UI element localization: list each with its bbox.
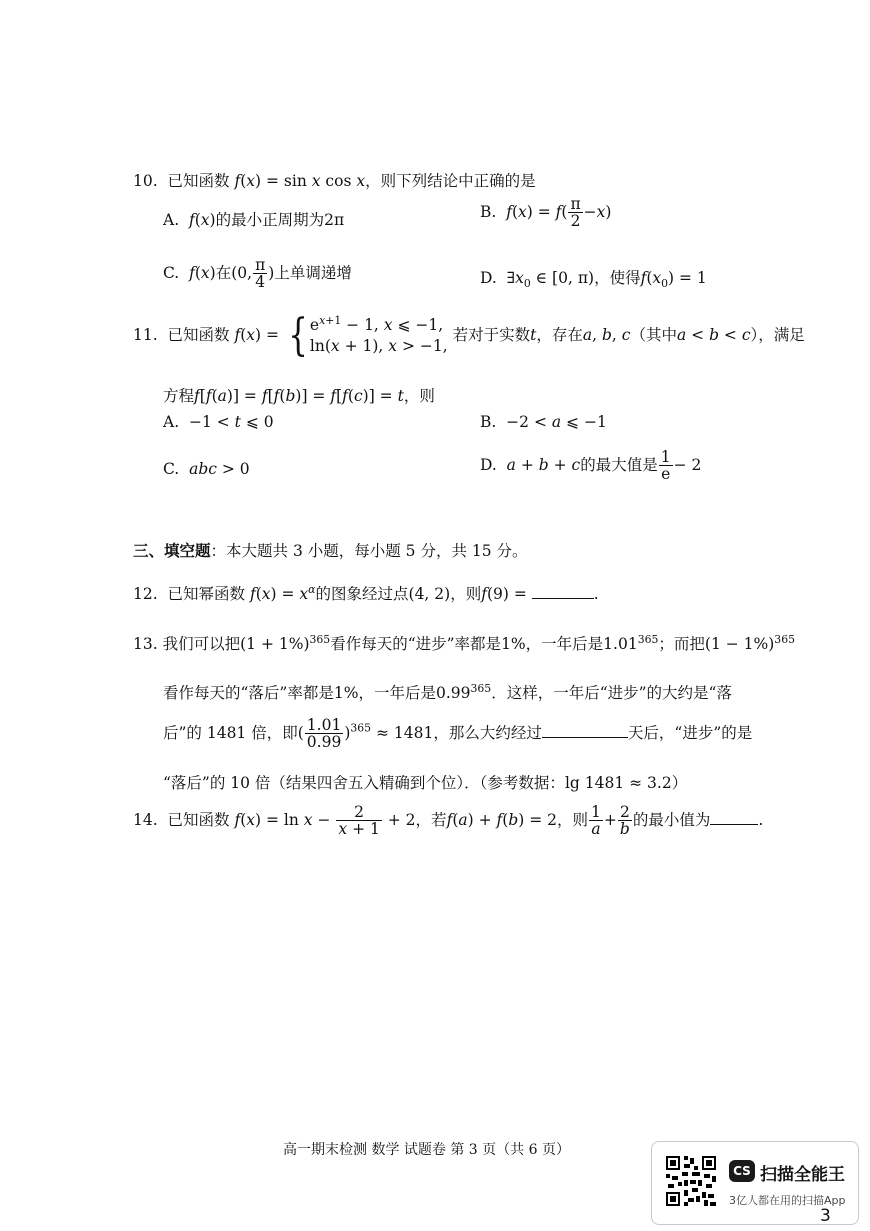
q11-option-a: A. −1 < t ⩽ 0 bbox=[163, 413, 274, 431]
fraction: $\frac{2}{x + 1}$ bbox=[338, 803, 380, 839]
page-number: 3 bbox=[820, 1206, 831, 1226]
section-heading: 三、填空题：本大题共 3 小题，每小题 5 分，共 15 分。 bbox=[133, 541, 528, 560]
camscanner-logo: CS bbox=[729, 1160, 755, 1182]
q13-line1: 13. 我们可以把$(1 + 1\%)^{365}$看作每天的“进步”率都是1%，一年后是1.01$^{365}$；而把$(1 - 1\%)^{365}$ bbox=[133, 632, 795, 653]
fraction: $\frac{2}{b}$ bbox=[619, 803, 630, 839]
q10-stem: 10. 已知函数 f(x) = sin x cos x，则下列结论中正确的是 bbox=[133, 172, 536, 190]
q11-option-b: B. −2 < a ⩽ −1 bbox=[480, 413, 607, 431]
q10-option-b: B. f(x) = f( $\frac{\pi}{2}$ −x) bbox=[480, 195, 612, 231]
fraction: $\frac{1}{a}$ bbox=[591, 803, 601, 839]
fraction: $\frac{\pi}{4}$ bbox=[255, 256, 266, 292]
q10-option-a: A. f(x)的最小正周期为2π bbox=[163, 211, 345, 229]
camscanner-tagline: 3亿人都在用的扫描App bbox=[729, 1194, 846, 1207]
q11-stem: 11. 已知函数 f(x) = { $e^{x+1} - 1$, x ⩽ −1, ln(x + 1), x > −1, 若对于实数t，存在a, b, c（其中a < b < c），满足 bbox=[133, 310, 805, 361]
answer-blank[interactable] bbox=[532, 585, 594, 599]
q14-stem: 14. 已知函数 f(x) = ln x − $\frac{2}{x + 1}$ + 2，若f(a) + f(b) = 2，则 $\frac{1}{a}$ + $\frac{2}{b}$ 的最小值为 . bbox=[133, 803, 764, 839]
q13-line3: 后”的 1481 倍，即( $\frac{1.01}{0.99}$ )$^{365}$ ≈ 1481，那么大约经过 天后，“进步”的是 bbox=[163, 716, 753, 752]
fraction: $\frac{1}{e}$ bbox=[660, 448, 671, 484]
q11-option-c: C. abc > 0 bbox=[163, 460, 250, 478]
fraction: $\frac{1.01}{0.99}$ bbox=[306, 716, 342, 752]
q10-option-c: C. f(x)在(0, $\frac{\pi}{4}$ )上单调递增 bbox=[163, 256, 352, 292]
q13-line2: 看作每天的“落后”率都是1%，一年后是0.99$^{365}$．这样，一年后“进步”的大约是“落 bbox=[163, 681, 732, 702]
page-footer: 高一期末检测 数学 试题卷 第 3 页（共 6 页） bbox=[283, 1142, 570, 1158]
piecewise-function: { $e^{x+1} - 1$, x ⩽ −1, ln(x + 1), x > −1, bbox=[288, 310, 448, 361]
fraction: $\frac{\pi}{2}$ bbox=[570, 195, 581, 231]
camscanner-name: 扫描全能王 bbox=[760, 1165, 845, 1185]
q11-equation-line: 方程f[f(a)] = f[f(b)] = f[f(c)] = t，则 bbox=[163, 387, 435, 405]
answer-blank[interactable] bbox=[710, 811, 758, 825]
q11-option-d: D. a + b + c的最大值是 $\frac{1}{e}$ − 2 bbox=[480, 448, 702, 484]
q12-stem: 12. 已知幂函数 $f(x) = x^\alpha$的图象经过点(4, 2)，则f(9) = . bbox=[133, 582, 599, 603]
q10-option-d: D. $\exists x_0$ ∈ [0, π)，使得$f(x_0) = 1$ bbox=[480, 269, 707, 291]
answer-blank[interactable] bbox=[542, 724, 628, 738]
q13-line4: “落后”的 10 倍（结果四舍五入精确到个位）．（参考数据：lg 1481 ≈ 3.2） bbox=[163, 774, 688, 792]
qr-code-icon bbox=[666, 1156, 716, 1206]
